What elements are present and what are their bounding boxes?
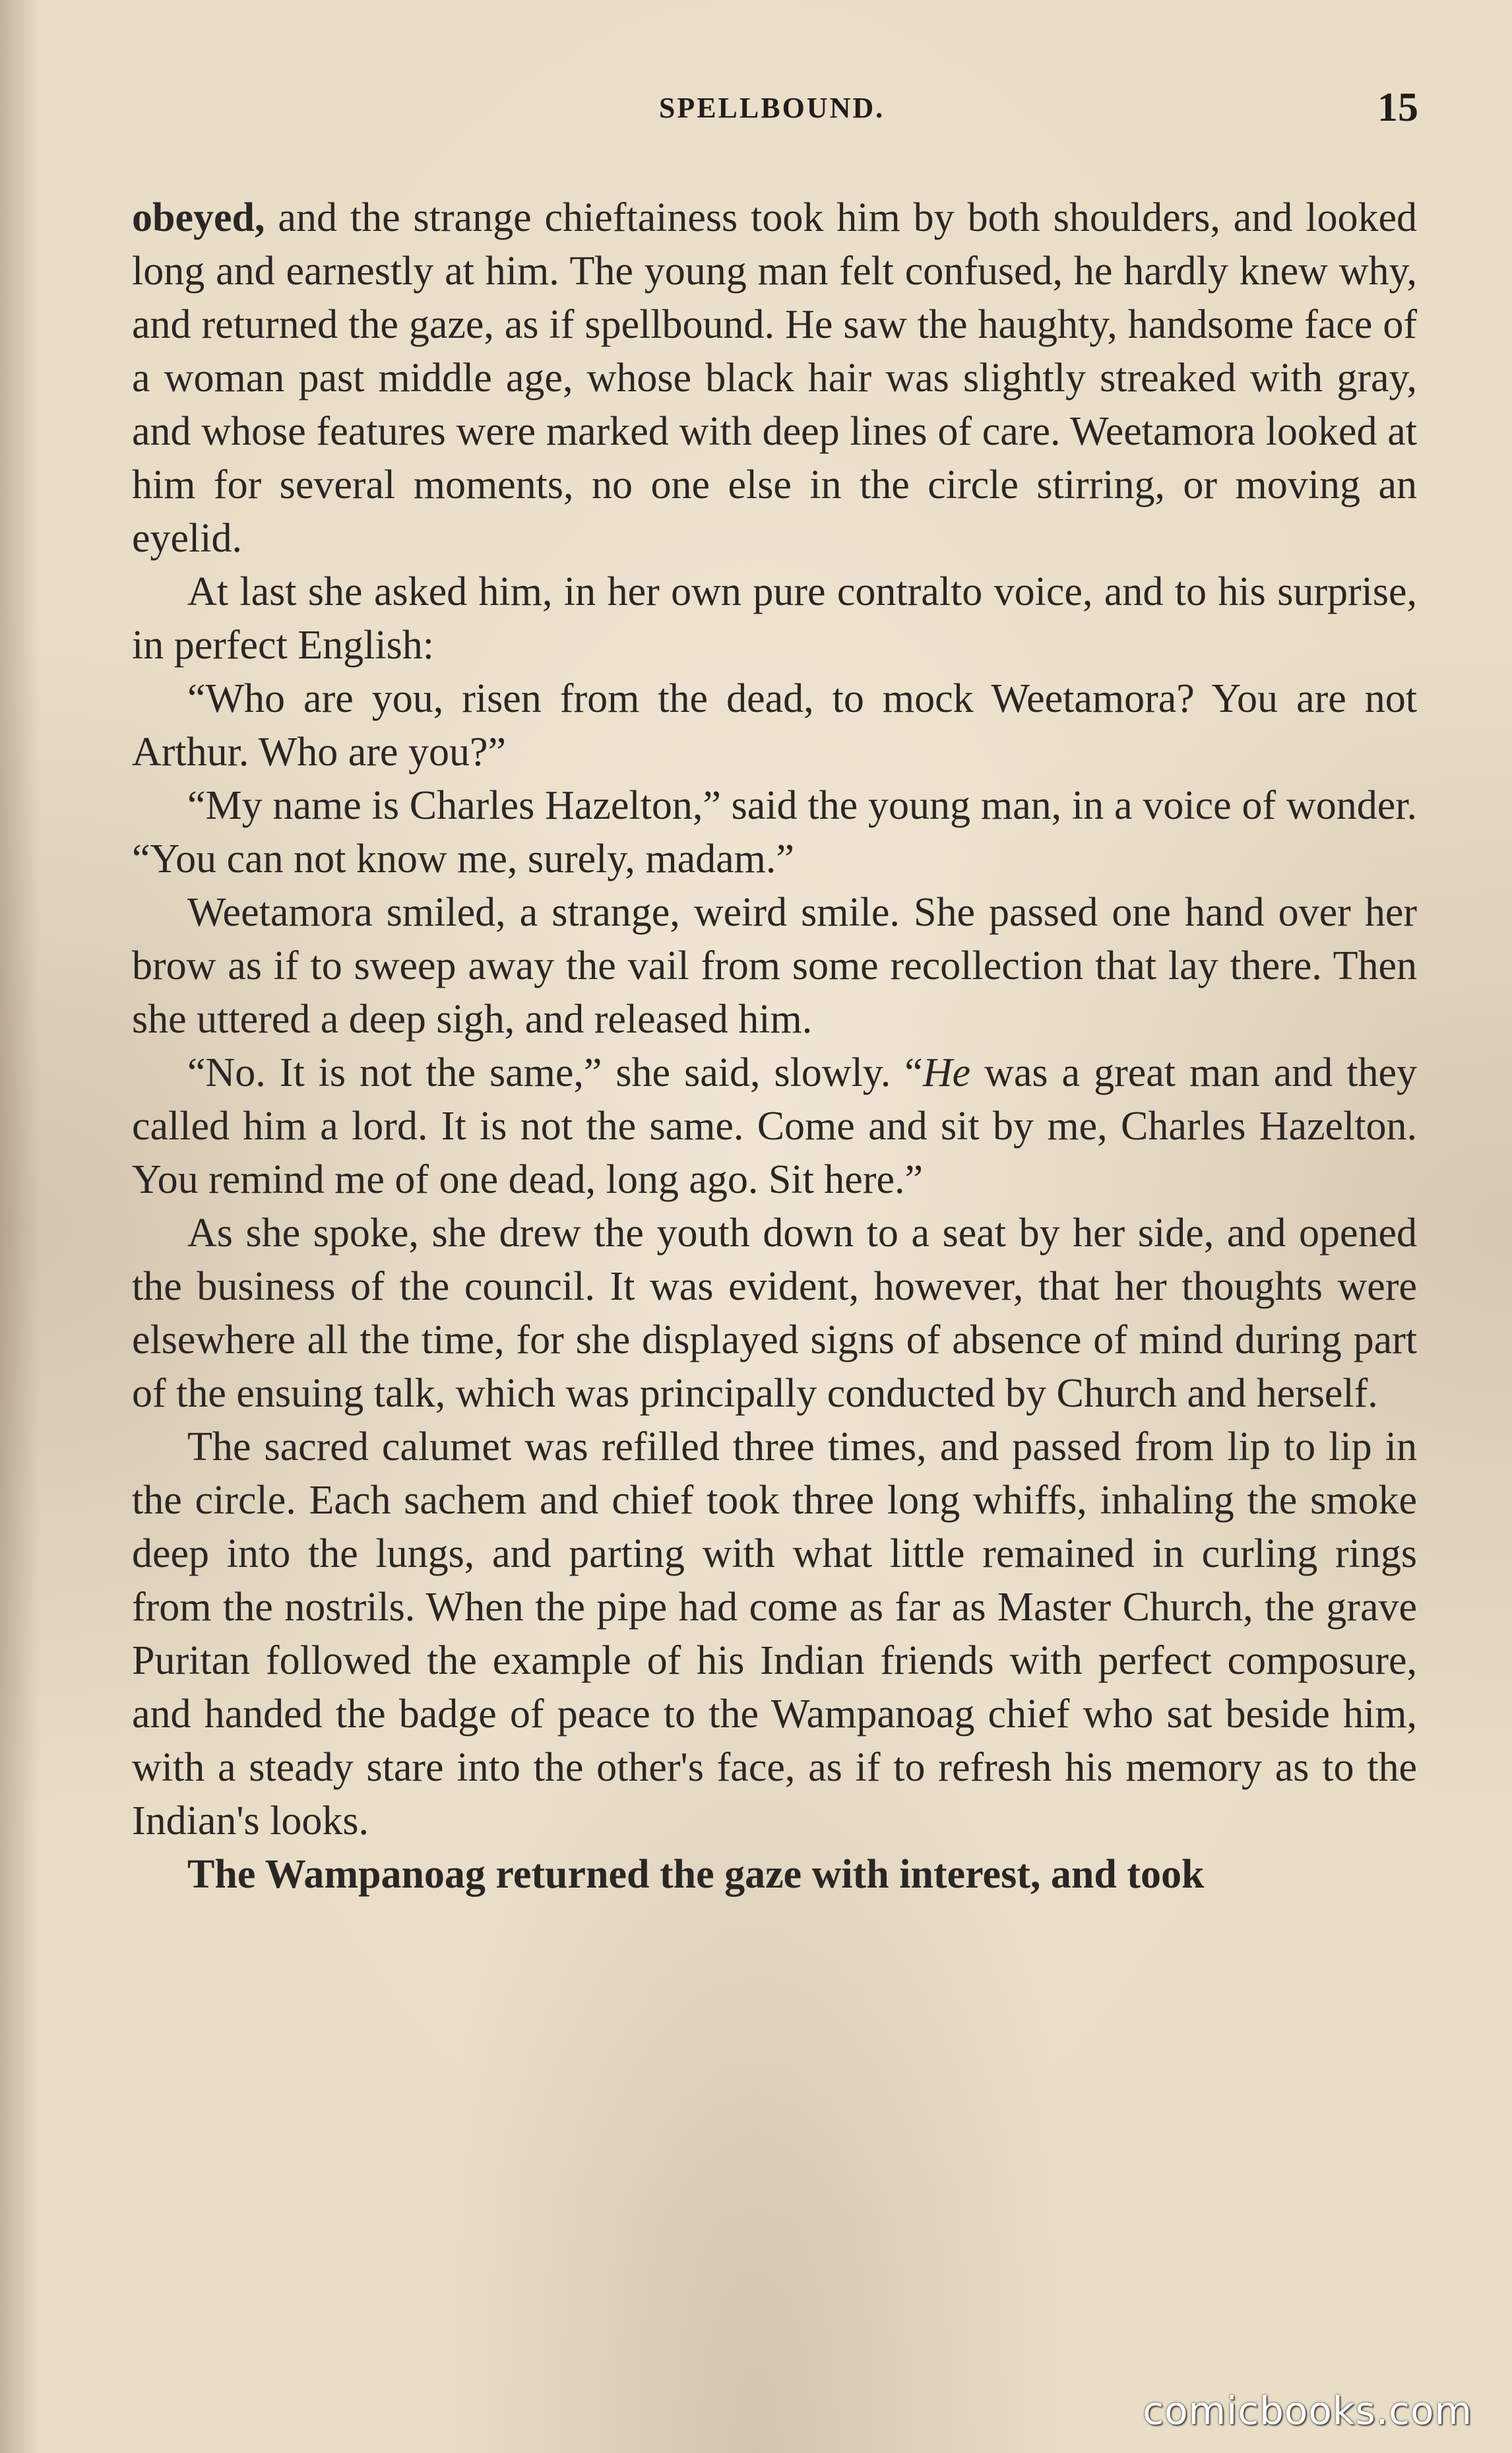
running-head (125, 84, 1418, 144)
paragraph-8: The sacred calumet was refilled three times, and passed from lip to lip in the circle. Each sachem and chief took three long whiffs, inhaling the smoke deep into the lungs, and parting with what little remained in curling rings from the nostrils. When the pipe had come as far as Master Church, the grave Puritan followed the example of his Indian friends with perfect composure, and handed the badge of peace to the Wampanoag chief who sat beside him, with a steady stare into the other's face, as if to refresh his memory as to the Indian's looks. (132, 1424, 1417, 1843)
paragraph-lead: obeyed, (132, 195, 265, 240)
paragraph-4: “My name is Charles Hazelton,” said the young man, in a voice of wonder. “You can not know me, surely, madam.” (132, 783, 1417, 881)
paragraph-text: and the strange chieftainess took him by both shoulders, and looked long and earnestly at him. The young man felt confused, he hardly knew why, and returned the gaze, as if spellbound. He saw the haughty, handsome face of a woman past middle age, whose black hair was slightly streaked with gray, and whose features were marked with deep lines of care. Weetamora looked at him for several moments, no one else in the circle stirring, or moving an eyelid. (132, 195, 1417, 561)
watermark: comicbooks.com (1143, 2388, 1472, 2433)
paragraph-text: “No. It is not the same,” she said, slowly. “ (187, 1050, 923, 1095)
page-number: 15 (1377, 85, 1418, 130)
paragraph-6 (132, 1046, 1417, 1207)
paragraph-text: was a great man and they called him a lord. It is not the same. Come and sit by me, Charles Hazelton. You remind me of one dead, long ago. Sit here.” (132, 1050, 1417, 1202)
paragraph-3: “Who are you, risen from the dead, to mock Weetamora? You are not Arthur. Who are you?” (132, 676, 1417, 775)
emphasized-word: He (922, 1050, 971, 1095)
page-edge-shadow (0, 0, 40, 2453)
paragraph-7: As she spoke, she drew the youth down to a seat by her side, and opened the business of the council. It was evident, however, that her thoughts were elsewhere all the time, for she displayed signs of absence of mind during part of the ensuing talk, which was principally conducted by Church and herself. (132, 1211, 1417, 1416)
paragraph-5: Weetamora smiled, a strange, weird smile. She passed one hand over her brow as if to sweep away the vail from some recollection that lay there. Then she uttered a deep sigh, and released him. (132, 890, 1417, 1042)
paragraph-9: The Wampanoag returned the gaze with interest, and took (187, 1852, 1205, 1897)
body-text (132, 191, 1417, 1901)
paragraph-1 (132, 191, 1417, 565)
running-title: SPELLBOUND. (658, 92, 885, 124)
paragraph-2: At last she asked him, in her own pure contralto voice, and to his surprise, in perfect English: (132, 569, 1417, 668)
